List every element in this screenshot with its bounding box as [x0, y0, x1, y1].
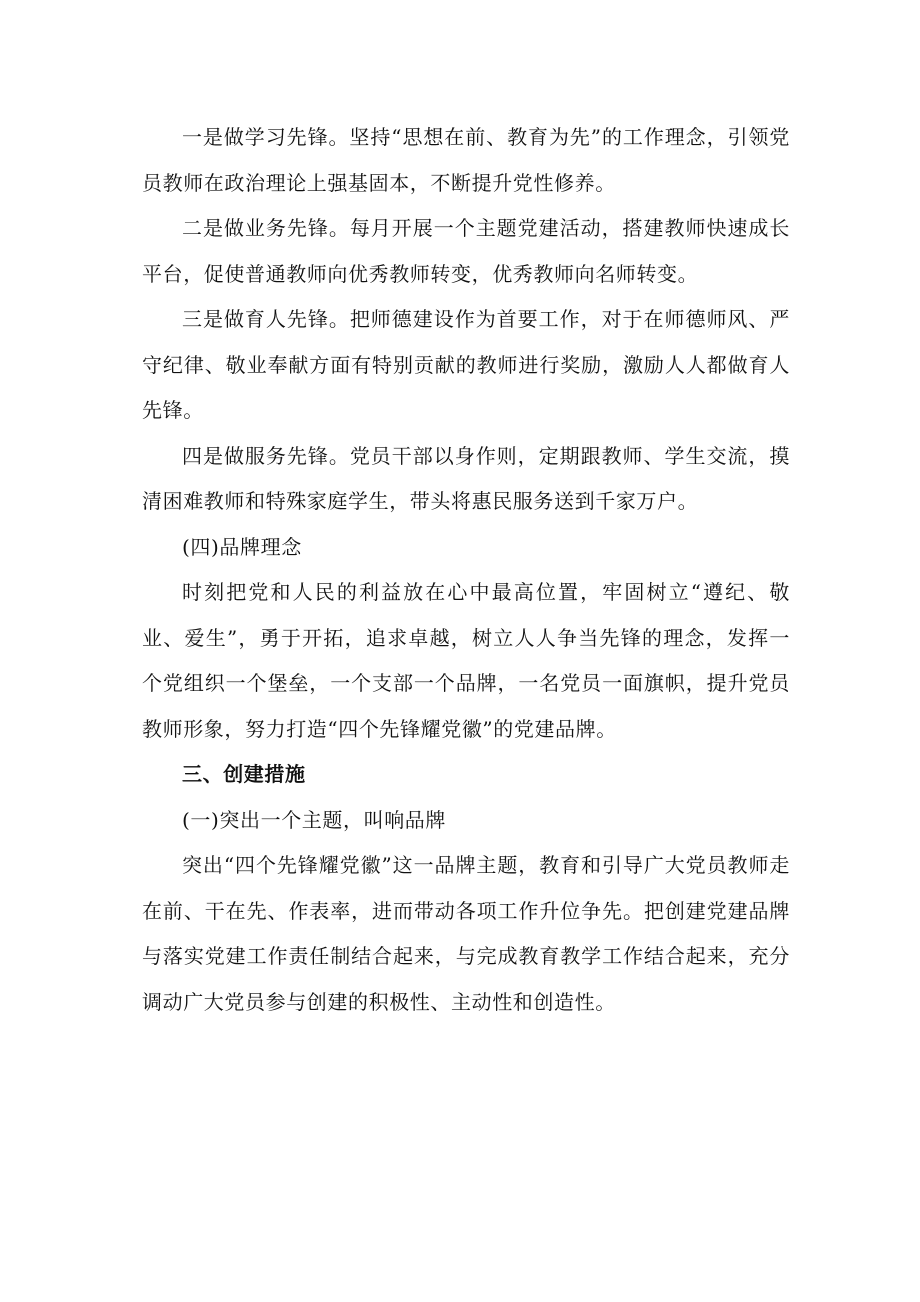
subheading-highlight-theme: (一)突出一个主题，叫响品牌	[182, 807, 447, 832]
paragraph-highlight-theme: 突出“四个先锋耀党徽”这一品牌主题，教育和引导广大党员教师走在前、干在先、作表率，进而带动各项工作升位争先。把创建党建品牌与落实党建工作责任制结合起来，与完成教育教学工作结合起来，充分调动广大党员参与创建的积极性、主动性和创造性。	[142, 853, 790, 1014]
document-body	[142, 115, 790, 1025]
paragraph-service-pioneer: 四是做服务先锋。党员干部以身作则，定期跟教师、学生交流，摸清困难教师和特殊家庭学生，带头将惠民服务送到千家万户。	[142, 443, 790, 513]
paragraph-brand-concept: 时刻把党和人民的利益放在心中最高位置，牢固树立“遵纪、敬业、爱生”，勇于开拓，追求卓越，树立人人争当先锋的理念，发挥一个党组织一个堡垒，一个支部一个品牌，一名党员一面旗帜，提升党员教师形象，努力打造“四个先锋耀党徽”的党建品牌。	[142, 580, 790, 741]
paragraph-education-pioneer: 三是做育人先锋。把师德建设作为首要工作，对于在师德师风、严守纪律、敬业奉献方面有特别贡献的教师进行奖励，激励人人都做育人先锋。	[142, 307, 790, 422]
paragraph-business-pioneer: 二是做业务先锋。每月开展一个主题党建活动，搭建教师快速成长平台，促使普通教师向优秀教师转变，优秀教师向名师转变。	[142, 216, 790, 286]
subheading-brand-concept: (四)品牌理念	[182, 534, 302, 559]
section-heading-measures: 三、创建措施	[182, 762, 306, 786]
paragraph-learning-pioneer: 一是做学习先锋。坚持“思想在前、教育为先”的工作理念，引领党员教师在政治理论上强基固本，不断提升党性修养。	[142, 125, 790, 195]
